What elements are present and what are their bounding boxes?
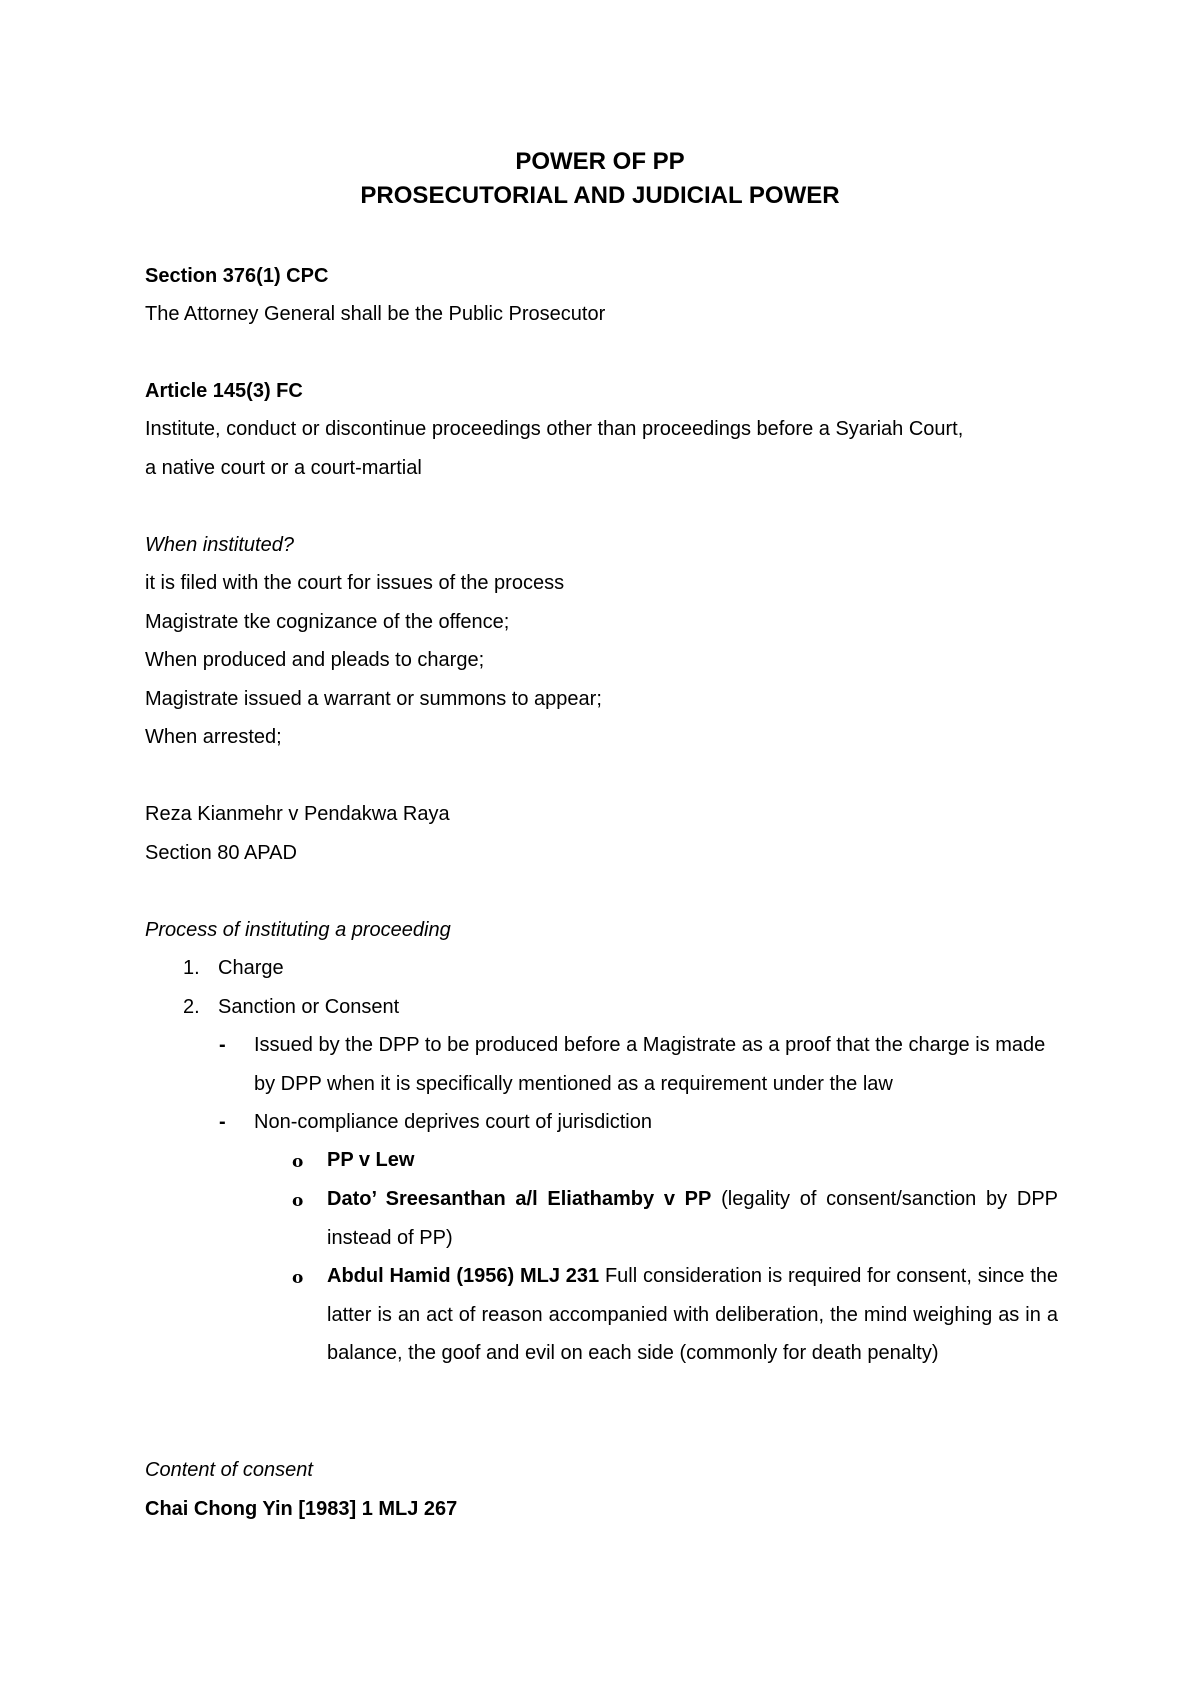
bullet-item-sreesanthan	[327, 1180, 1058, 1257]
article-145-heading: Article 145(3) FC	[145, 380, 303, 402]
bullet-marker: o	[292, 1152, 304, 1172]
dash-marker: -	[219, 1111, 226, 1133]
list-item-sanction: Sanction or Consent	[218, 996, 400, 1018]
process-heading: Process of instituting a proceeding	[145, 919, 451, 941]
dash-item-issued-by-dpp: Issued by the DPP to be produced before a Magistrate as a proof that the charge is made by DPP when it is specifically mentioned as a requirement under the law	[254, 1034, 1046, 1095]
article-145-text-1: Institute, conduct or discontinue proceedings other than proceedings before a Syariah Court,	[145, 418, 964, 440]
bullet-marker: o	[292, 1191, 304, 1211]
bullet-item-pp-v-lew	[327, 1141, 1058, 1180]
case-chai-chong-yin: Chai Chong Yin [1983] 1 MLJ 267	[145, 1498, 458, 1520]
case-note: (legality of consent/sanction by DPP instead of PP)	[327, 1188, 1058, 1249]
section-80-apad: Section 80 APAD	[145, 842, 297, 864]
when-instituted-heading: When instituted?	[145, 534, 294, 556]
content-of-consent-heading: Content of consent	[145, 1459, 313, 1481]
when-instituted-item: When arrested;	[145, 726, 282, 748]
list-number: 2.	[183, 996, 200, 1018]
list-item-charge: Charge	[218, 957, 284, 979]
bullet-item-abdul-hamid	[327, 1257, 1058, 1373]
when-instituted-item: it is filed with the court for issues of the process	[145, 572, 565, 594]
case-reza-kianmehr: Reza Kianmehr v Pendakwa Raya	[145, 803, 450, 825]
dash-marker: -	[219, 1034, 226, 1056]
when-instituted-item: When produced and pleads to charge;	[145, 649, 485, 671]
bullet-marker: o	[292, 1268, 304, 1288]
list-number: 1.	[183, 957, 200, 979]
case-name: Abdul Hamid (1956) MLJ 231	[327, 1265, 600, 1287]
article-145-text-2: a native court or a court-martial	[145, 457, 422, 479]
when-instituted-item: Magistrate tke cognizance of the offence;	[145, 611, 510, 633]
page-subtitle: PROSECUTORIAL AND JUDICIAL POWER	[360, 182, 840, 209]
section-376-heading: Section 376(1) CPC	[145, 265, 329, 287]
section-376-text: The Attorney General shall be the Public Prosecutor	[145, 303, 606, 325]
page-title: POWER OF PP	[515, 148, 685, 175]
when-instituted-item: Magistrate issued a warrant or summons to appear;	[145, 688, 602, 710]
case-note: Full consideration is required for consent, since the latter is an act of reason accompanied with deliberation, the mind weighing as in a balance, the goof and evil on each side (commonly for death penalty)	[327, 1265, 1058, 1364]
dash-item-non-compliance: Non-compliance deprives court of jurisdiction	[254, 1111, 652, 1133]
case-name: PP v Lew	[327, 1149, 415, 1171]
case-name: Dato’ Sreesanthan a/l Eliathamby v PP	[327, 1188, 712, 1210]
